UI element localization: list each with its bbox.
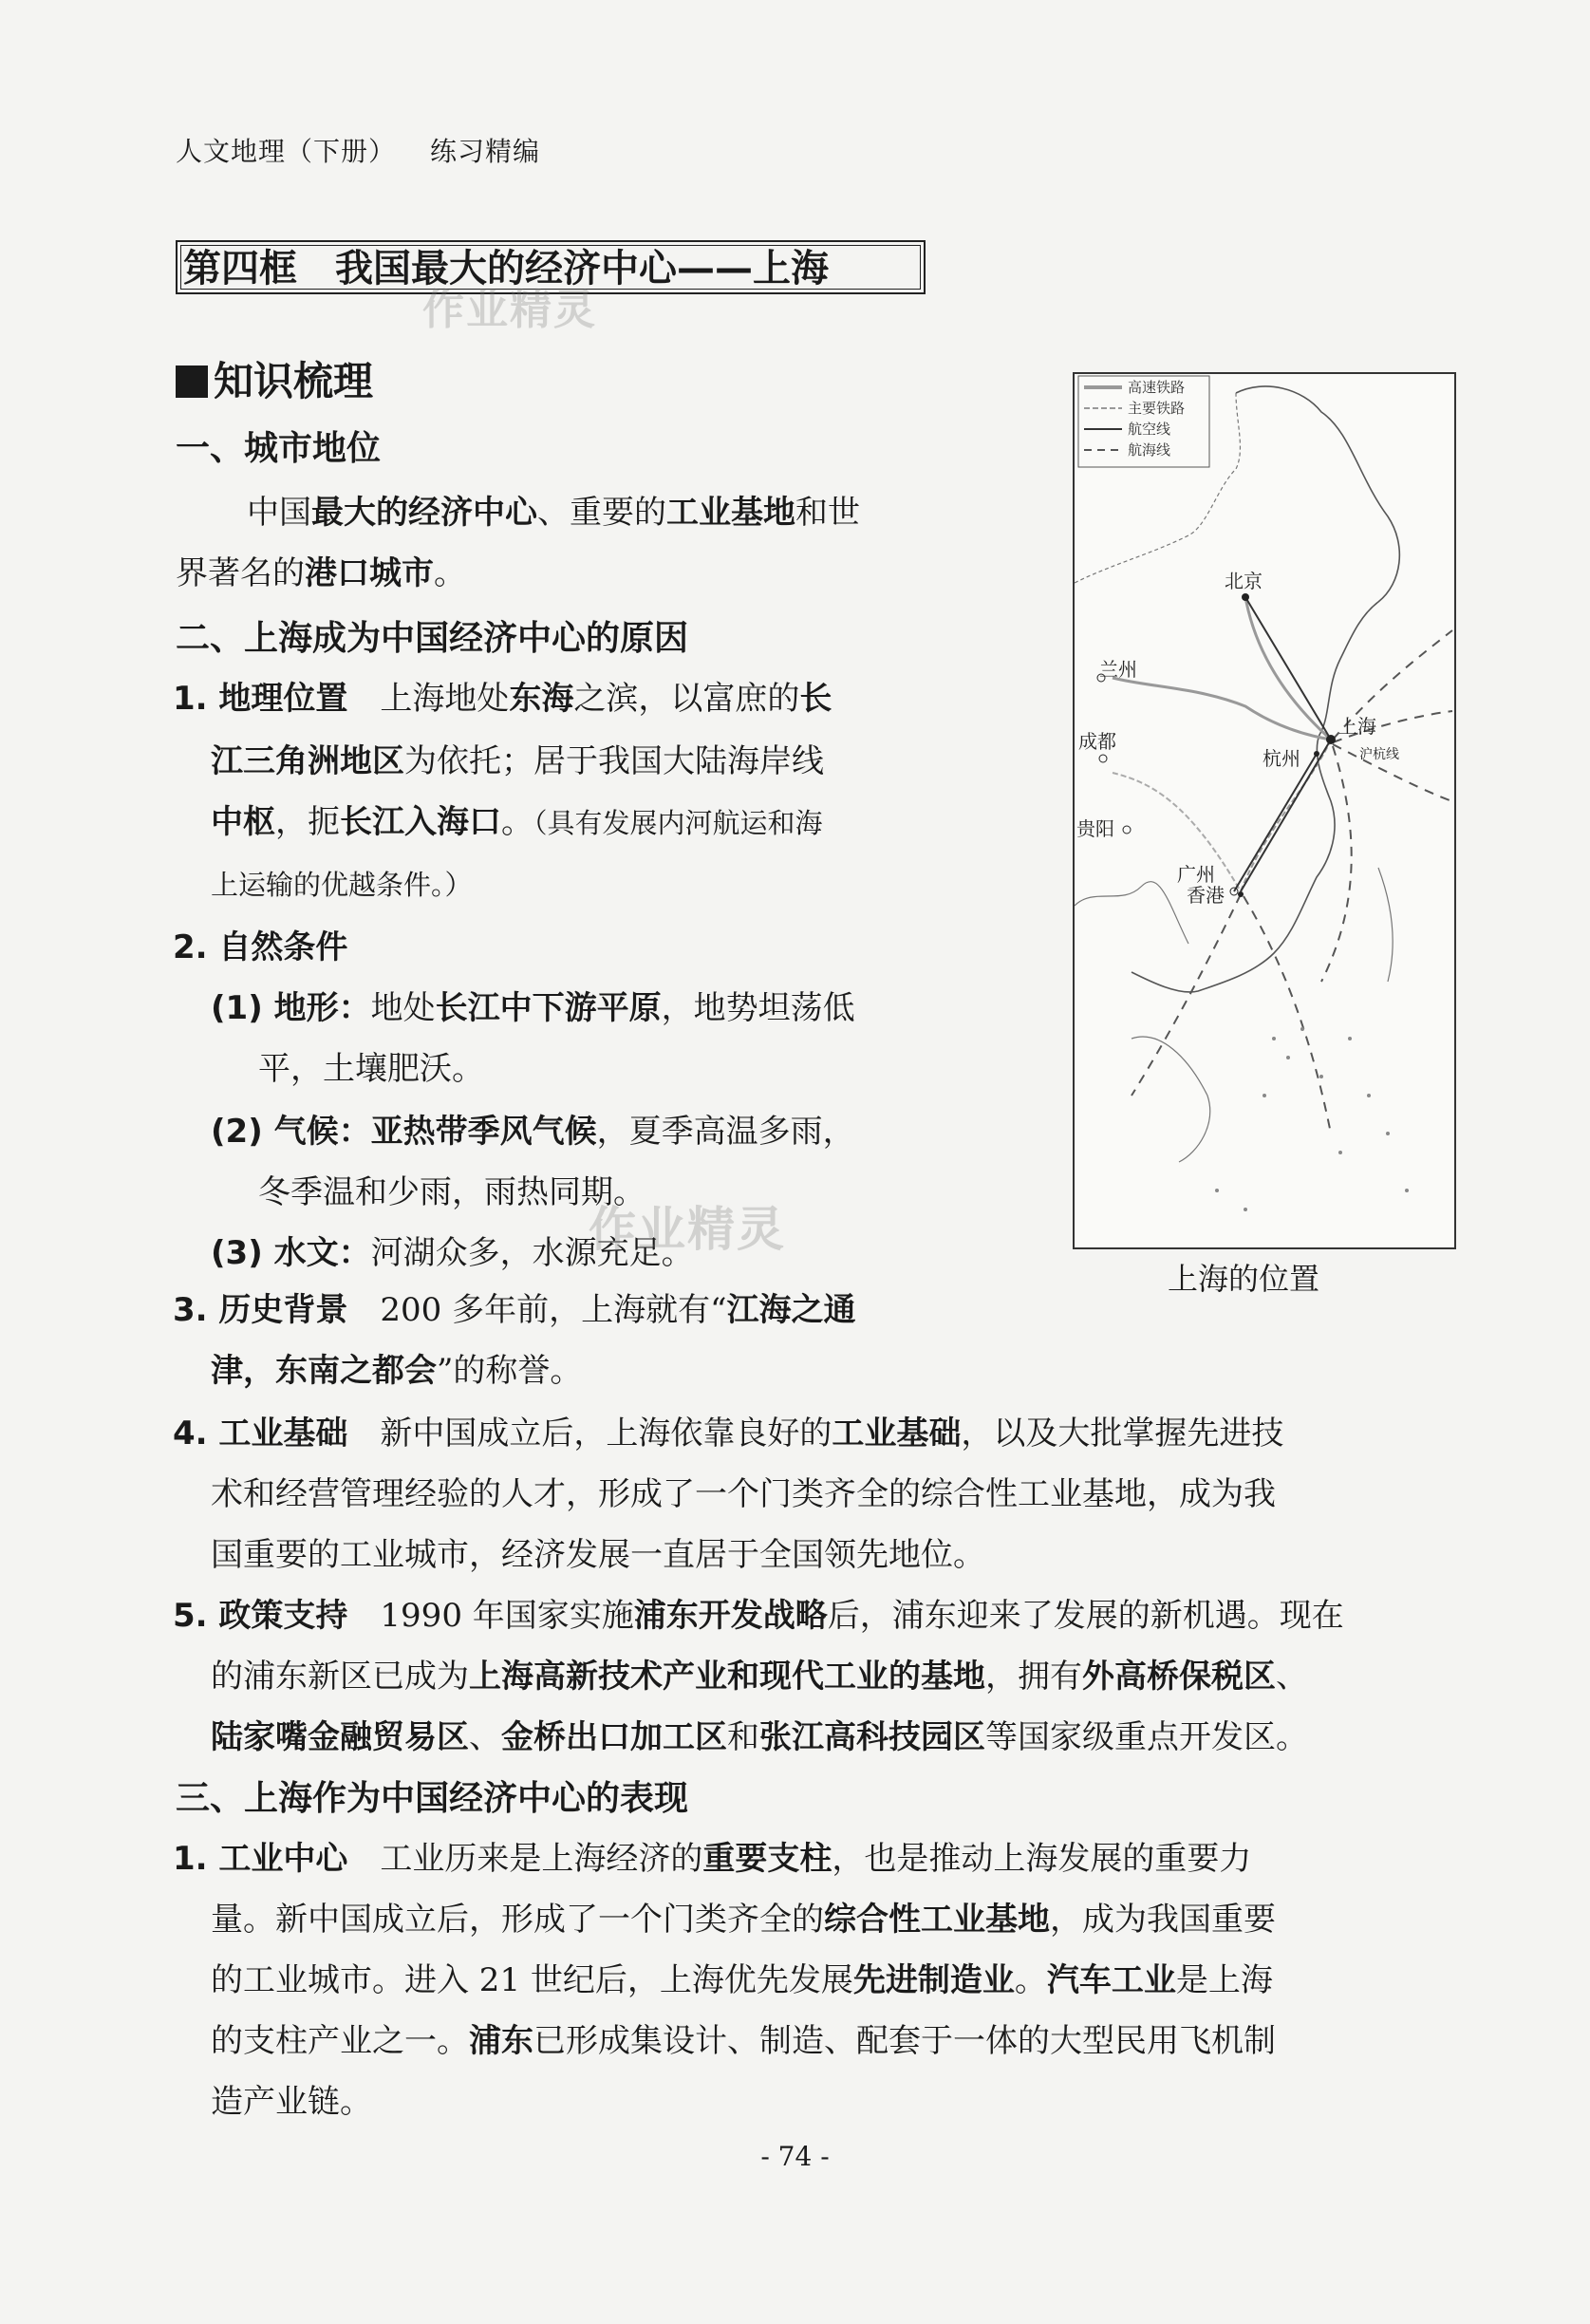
geo-line3: 中枢，扼长江入海口。（具有发展内河航运和海 [211,803,823,841]
shanghai-location-map [1073,372,1456,1249]
nat-label: 2. 自然条件 [173,928,348,966]
rail-line [1113,678,1331,740]
ind-line1: 4. 工业基础 新中国成立后，上海依靠良好的工业基础，以及大批掌握先进技 [173,1415,1284,1452]
city-hongkong: 香港 [1187,884,1225,907]
book-title: 人文地理（下册） [176,136,397,167]
ic-line4: 的支柱产业之一。浦东已形成集设计、制造、配套于一体的大型民用飞机制 [211,2022,1276,2060]
part3-title: 三、上海作为中国经济中心的表现 [176,1778,689,1818]
ind-line2: 术和经营管理经验的人才，形成了一个门类齐全的综合性工业基地，成为我 [211,1475,1276,1513]
ic-line3: 的工业城市。进入 21 世纪后，上海优先发展先进制造业。汽车工业是上海 [211,1961,1273,1999]
part1-line1: 中国最大的经济中心、重要的工业基地和世 [247,494,860,532]
ind-line3: 国重要的工业城市，经济发展一直居于全国领先地位。 [211,1536,985,1574]
nat-a2: 平，土壤肥沃。 [258,1050,484,1088]
map-caption: 上海的位置 [1168,1261,1320,1297]
part2-title: 二、上海成为中国经济中心的原因 [176,618,689,658]
ic-line5: 造产业链。 [211,2083,372,2121]
nat-b1: (2) 气候：亚热带季风气候，夏季高温多雨， [211,1113,855,1151]
hist-line2: 津，东南之都会”的称誉。 [211,1352,583,1390]
running-head [176,131,540,169]
section-title: 第四框 我国最大的经济中心——上海 [176,240,926,294]
nat-b2: 冬季温和少雨，雨热同期。 [258,1173,645,1211]
nat-c1: (3) 水文：河湖众多，水源充足。 [211,1234,694,1272]
geo-line1: 1. 地理位置 上海地处东海之滨，以富庶的长 [173,680,832,718]
hist-line1: 3. 历史背景 200 多年前，上海就有“江海之通 [173,1291,856,1329]
route-hutang: 沪杭线 [1359,747,1399,762]
city-beijing: 北京 [1225,570,1263,592]
city-guangzhou: 广州 [1177,863,1215,886]
city-chengdu: 成都 [1078,730,1116,753]
pol-line1: 5. 政策支持 1990 年国家实施浦东开发战略后，浦东迎来了发展的新机遇。现在 [173,1597,1344,1635]
pol-line2: 的浦东新区已成为上海高新技术产业和现代工业的基地，拥有外高桥保税区、 [211,1658,1308,1696]
watermark-2: 作业精灵 [589,1202,786,1257]
map-legend [1078,376,1209,467]
part1-line2: 界著名的港口城市。 [176,554,466,592]
watermark: 作业精灵 [422,286,597,334]
city-shanghai: 上海 [1338,715,1376,738]
map-svg [1075,374,1454,1247]
pol-line3: 陆家嘴金融贸易区、金桥出口加工区和张江高科技园区等国家级重点开发区。 [211,1718,1308,1756]
city-guiyang: 贵阳 [1076,817,1114,840]
ic-line2: 量。新中国成立后，形成了一个门类齐全的综合性工业基地，成为我国重要 [211,1901,1276,1939]
city-hangzhou: 杭州 [1263,747,1300,770]
ic-line1: 1. 工业中心 工业历来是上海经济的重要支柱，也是推动上海发展的重要力 [173,1840,1252,1878]
city-lanzhou: 兰州 [1099,658,1137,681]
knowledge-heading: 知识梳理 [176,363,373,401]
legend-hsr: 高速铁路 [1128,379,1186,396]
geo-line2: 江三角洲地区为依托；居于我国大陆海岸线 [211,742,824,780]
legend-air: 航空线 [1128,421,1171,438]
nat-a1: (1) 地形：地处长江中下游平原，地势坦荡低 [211,989,855,1027]
page-number: - 74 - [760,2141,830,2172]
part1-title: 一、城市地位 [176,428,382,468]
geo-line4: 上运输的优越条件。） [211,869,473,901]
square-bullet-icon [176,365,208,398]
legend-sea: 航海线 [1128,441,1171,459]
air-routes [1234,597,1331,891]
legend-rail: 主要铁路 [1128,400,1186,417]
series-title: 练习精编 [430,136,541,167]
